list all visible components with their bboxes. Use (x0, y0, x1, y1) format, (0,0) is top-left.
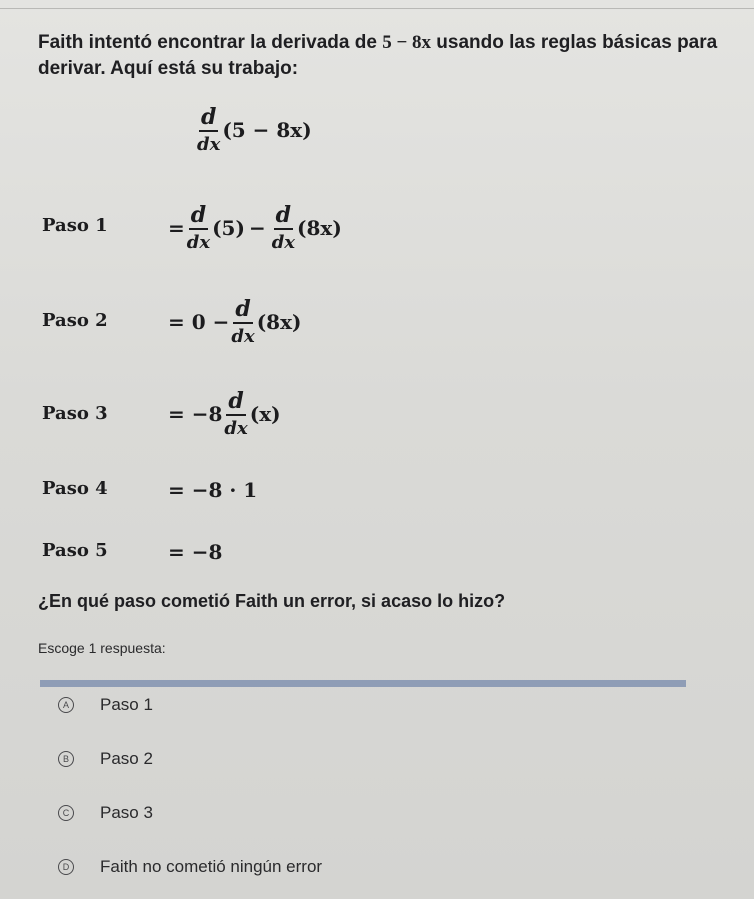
options-divider (40, 680, 686, 687)
option-d[interactable] (58, 855, 322, 879)
option-b[interactable] (58, 747, 153, 771)
question-text (38, 30, 718, 82)
question-prefix: Faith intentó encontrar la derivada de (38, 32, 383, 53)
initial-body: (5 − 8x) (222, 118, 312, 142)
step-2-expression: = 0 − $\frac{d}{dx}$ (8x) (168, 295, 302, 347)
question-expression: 5 − 8x (382, 32, 432, 53)
radio-a-icon[interactable]: A (58, 697, 74, 713)
step-4-label: Paso 4 (42, 478, 108, 499)
initial-expression (195, 100, 312, 160)
option-c[interactable] (58, 801, 153, 825)
radio-b-icon[interactable]: B (58, 751, 74, 767)
option-c-label: Paso 3 (100, 803, 153, 822)
option-a-label: Paso 1 (100, 695, 153, 714)
derivative-operator: $\frac{d}{dx}$ (186, 201, 211, 253)
top-divider (0, 8, 754, 9)
step-1-label: Paso 1 (42, 215, 108, 236)
question-suffix: usando las reglas básicas para derivar. Aquí está su trabajo: (38, 32, 718, 79)
derivative-operator: $\frac{d}{dx}$ (231, 295, 255, 347)
derivative-operator: $\frac{d}{dx}$ (197, 103, 221, 155)
question-prompt: ¿En qué paso cometió Faith un error, si acaso lo hizo? (38, 591, 506, 611)
step-1-expression: = $\frac{d}{dx}$ (5) − $\frac{d}{dx}$ (8x) (168, 201, 342, 253)
answer-instruction: Escoge 1 respuesta: (38, 640, 166, 656)
step-5-label: Paso 5 (42, 540, 108, 561)
derivative-operator: $\frac{d}{dx}$ (224, 387, 248, 439)
option-a[interactable] (58, 693, 153, 717)
step-4-expression: = −8 · 1 (168, 478, 258, 502)
derivative-operator: $\frac{d}{dx}$ (271, 201, 296, 253)
step-2-label: Paso 2 (42, 310, 108, 331)
step-3-label: Paso 3 (42, 403, 108, 424)
option-d-label: Faith no cometió ningún error (100, 857, 323, 876)
step-3-expression: = −8 $\frac{d}{dx}$ (x) (168, 387, 281, 439)
option-b-label: Paso 2 (100, 749, 153, 768)
radio-d-icon[interactable]: D (58, 859, 74, 875)
step-5-expression: = −8 (168, 540, 223, 564)
radio-c-icon[interactable]: C (58, 805, 74, 821)
